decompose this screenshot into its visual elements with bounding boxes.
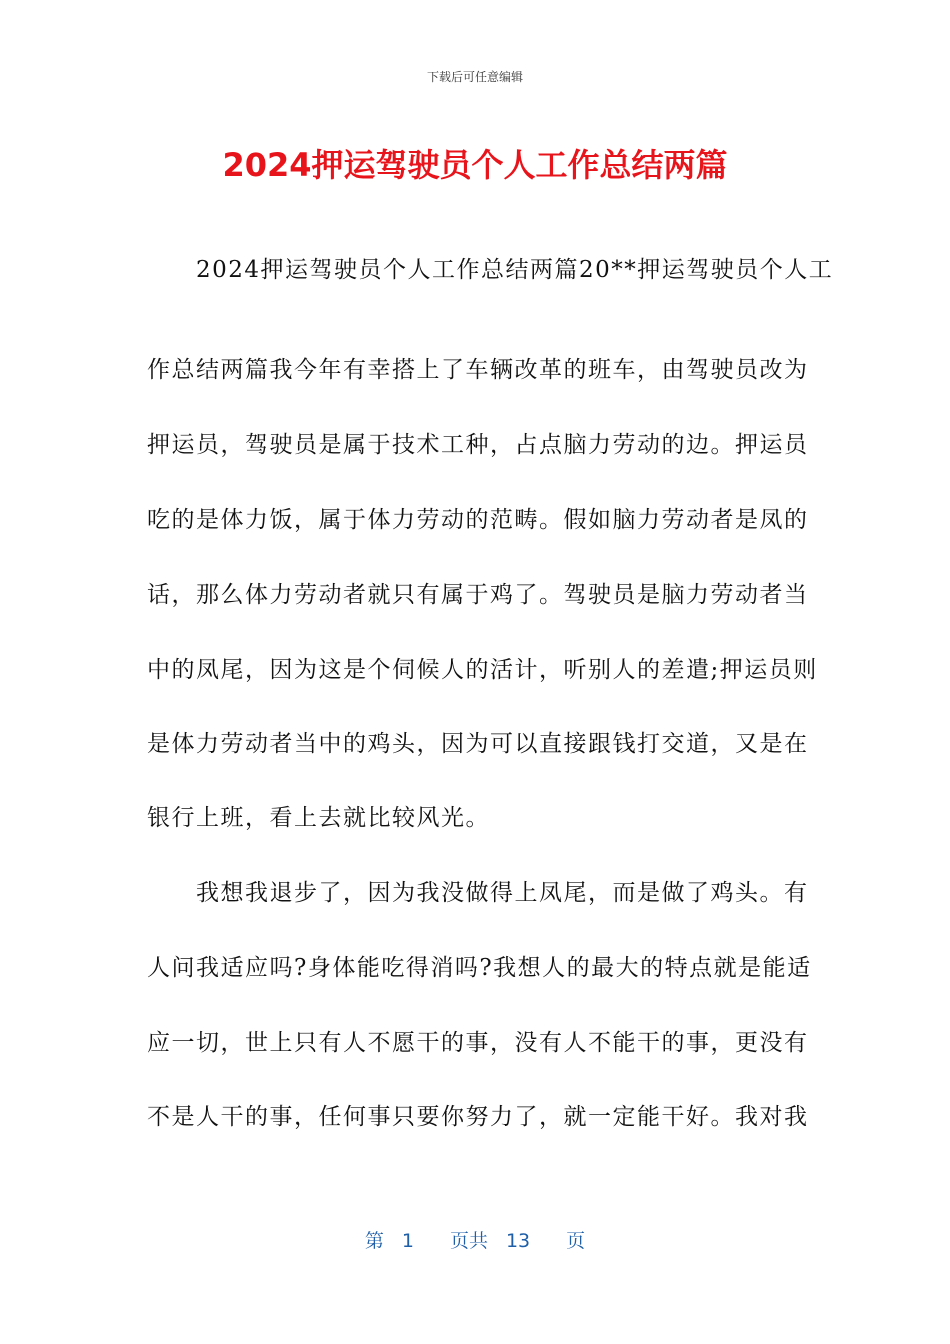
- document-title: 2024押运驾驶员个人工作总结两篇: [222, 146, 728, 184]
- body-line: 银行上班，看上去就比较风光。: [147, 805, 490, 831]
- page-footer: [0, 1226, 950, 1253]
- header-note: 下载后可任意编辑: [426, 70, 523, 84]
- footer-page-number: 1: [401, 1230, 414, 1252]
- footer-total-pages: 13: [505, 1230, 531, 1252]
- footer-suffix: 页: [566, 1230, 586, 1252]
- footer-middle: 页共: [449, 1230, 488, 1252]
- body-line: 不是人干的事，任何事只要你努力了，就一定能干好。我对我: [147, 1104, 809, 1130]
- body-line: 人问我适应吗?身体能吃得消吗?我想人的最大的特点就是能适: [147, 955, 812, 981]
- body-line: 作总结两篇我今年有幸搭上了车辆改革的班车，由驾驶员改为: [147, 357, 809, 383]
- footer-prefix: 第: [364, 1230, 384, 1252]
- body-line: 2024押运驾驶员个人工作总结两篇20**押运驾驶员个人工: [147, 257, 834, 283]
- body-line: 是体力劳动者当中的鸡头，因为可以直接跟钱打交道，又是在: [147, 731, 809, 757]
- body-line: 我想我退步了，因为我没做得上凤尾，而是做了鸡头。有: [147, 880, 809, 906]
- body-line: 押运员，驾驶员是属于技术工种，占点脑力劳动的边。押运员: [147, 432, 809, 458]
- body-line: 吃的是体力饭，属于体力劳动的范畴。假如脑力劳动者是凤的: [147, 507, 809, 533]
- body-line: 应一切，世上只有人不愿干的事，没有人不能干的事，更没有: [147, 1030, 809, 1056]
- body-line: 中的凤尾，因为这是个伺候人的活计，听别人的差遣;押运员则: [147, 657, 818, 683]
- body-line: 话，那么体力劳动者就只有属于鸡了。驾驶员是脑力劳动者当: [147, 582, 809, 608]
